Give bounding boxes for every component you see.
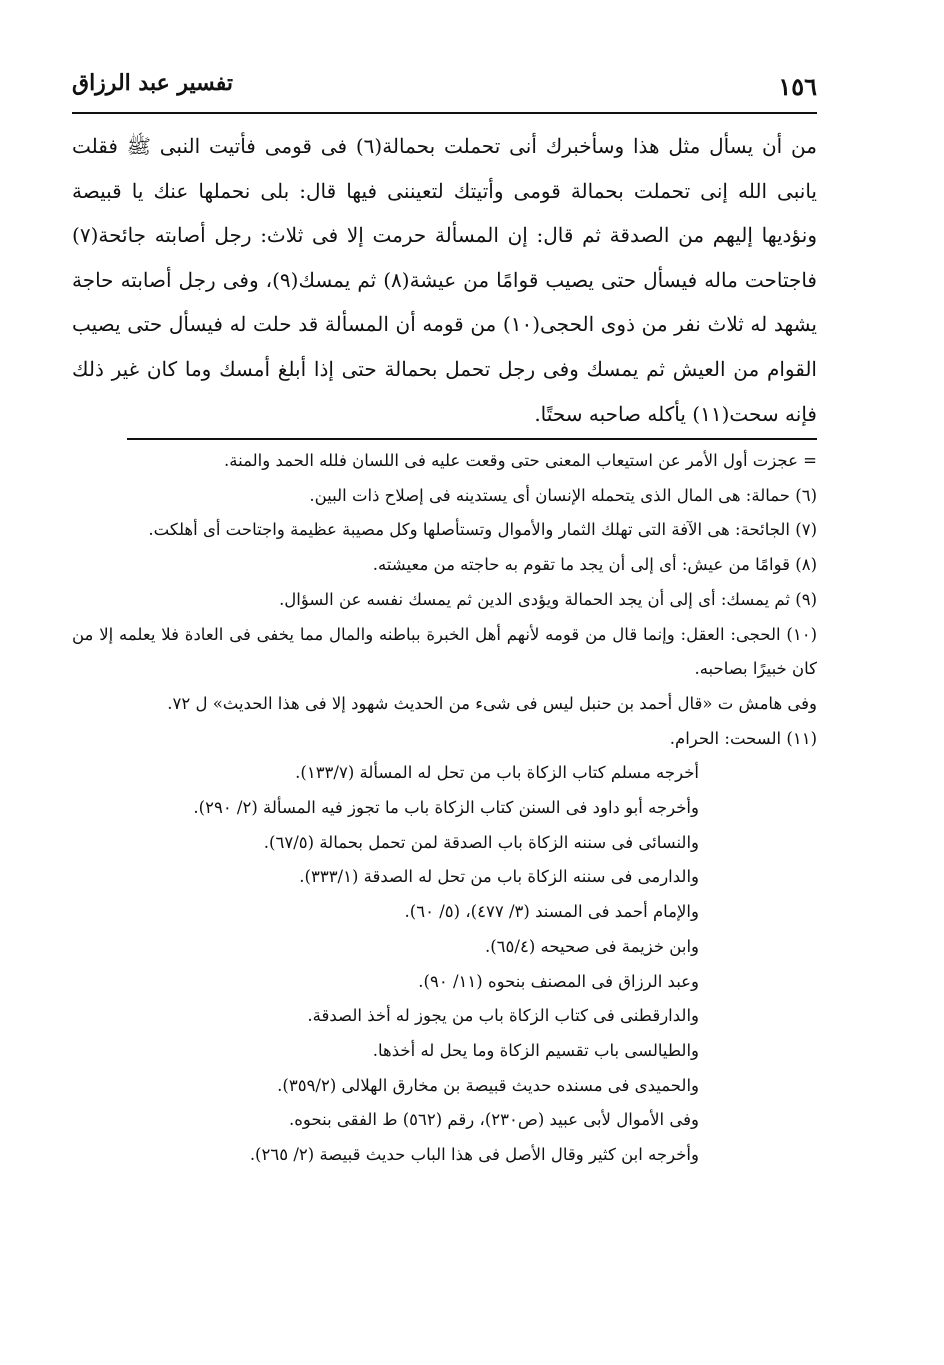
running-title: تفسير عبد الرزاق [72,70,234,96]
reference-line: والدارمى فى سننه الزكاة باب من تحل له الصدقة (٣٣٣/١). [299,867,699,887]
reference-line: وعبد الرزاق فى المصنف بنحوه (١١/ ٩٠). [418,971,699,991]
footnote-continuation: = عجزت أول الأمر عن استيعاب المعنى حتى وقعت عليه فى اللسان فلله الحمد والمنة. [224,451,817,470]
main-text-body [72,124,817,436]
reference-line: أخرجه مسلم كتاب الزكاة باب من تحل له المسألة (١٣٣/٧). [295,763,699,783]
reference-line: وأخرجه ابن كثير وقال الأصل فى هذا الباب حديث قبيصة (٢/ ٢٦٥). [249,1145,699,1165]
footnote-11: (١١) السحت: الحرام. [669,728,817,748]
reference-line: وأخرجه أبو داود فى السنن كتاب الزكاة باب ما تجوز فيه المسألة (٢/ ٢٩٠). [193,798,699,818]
reference-line: والحميدى فى مسنده حديث قبيصة بن مخارق الهلالى (٣٥٩/٢). [277,1075,699,1095]
reference-line: والنسائى فى سننه الزكاة باب الصدقة لمن تحمل بحمالة (٦٧/٥). [263,832,699,852]
footnote-8: (٨) قوامًا من عيش: أى إلى أن يجد ما تقوم به حاجته من معيشته. [372,555,817,575]
footnote-6: (٦) حمالة: هى المال الذى يتحمله الإنسان أى يستدينه فى إصلاح ذات البين. [309,485,817,505]
page-header [72,70,817,114]
footnote-10-margin-note: وفى هامش ت «قال أحمد بن حنبل ليس فى شىء من الحديث شهود إلا فى هذا الحديث» ل ٧٢. [167,693,817,713]
footnote-9: (٩) ثم يمسك: أى إلى أن يجد الحمالة ويؤدى الدين ثم يمسك نفسه عن السؤال. [279,589,817,609]
footnote-separator [127,438,817,440]
reference-line: والدارقطنى فى كتاب الزكاة باب من يجوز له أخذ الصدقة. [307,1006,699,1026]
footnotes-section [72,444,817,1173]
hadith-references [72,756,817,1172]
reference-line: والطيالسى باب تقسيم الزكاة وما يحل له أخذها. [372,1040,699,1060]
reference-line: وفى الأموال لأبى عبيد (ص٢٣٠)، رقم (٥٦٢) ط الفقى بنحوه. [289,1110,699,1130]
main-paragraph: من أن يسأل مثل هذا وسأخبرك أنى تحملت بحمالة(٦) فى قومى فأتيت النبى ﷺ فقلت يانبى الله إنى تحملت بحمالة قومى وأتيتك لتعيننى فيها قال: بلى نحملها عنك يا قبيصة ونؤديها إليهم من الصدقة ثم قال: إن المسألة حرمت إلا فى ثلاث: رجل أصابته جائحة(٧) فاجتاحت ماله فيسأل حتى يصيب قوامًا من عيشة(٨) ثم يمسك(٩)، وفى رجل أصابته حاجة يشهد له ثلاث نفر من ذوى الحجى(١٠) من قومه أن المسألة قد حلت له فيسأل حتى يصيب القوام من العيش ثم يمسك وفى رجل تحمل بحمالة حتى إذا أبلغ أمسك وما كان غير ذلك فإنه سحت(١١) يأكله صاحبه سحتًا. [72,134,817,426]
footnote-10: (١٠) الحجى: العقل: وإنما قال من قومه لأنهم أهل الخبرة بباطنه والمال مما يخفى فى العادة فلا يعلمه إلا من كان خبيرًا بصاحبه. [72,624,817,679]
header-rule [72,112,817,114]
page-number: ١٥٦ [778,72,817,101]
footnote-7: (٧) الجائحة: هى الآفة التى تهلك الثمار والأموال وتستأصلها وكل مصيبة عظيمة واجتاحت أى أهلكت. [148,520,817,540]
reference-line: وابن خزيمة فى صحيحه (٦٥/٤). [484,936,699,956]
reference-line: والإمام أحمد فى المسند (٣/ ٤٧٧)، (٥/ ٦٠). [404,902,699,922]
